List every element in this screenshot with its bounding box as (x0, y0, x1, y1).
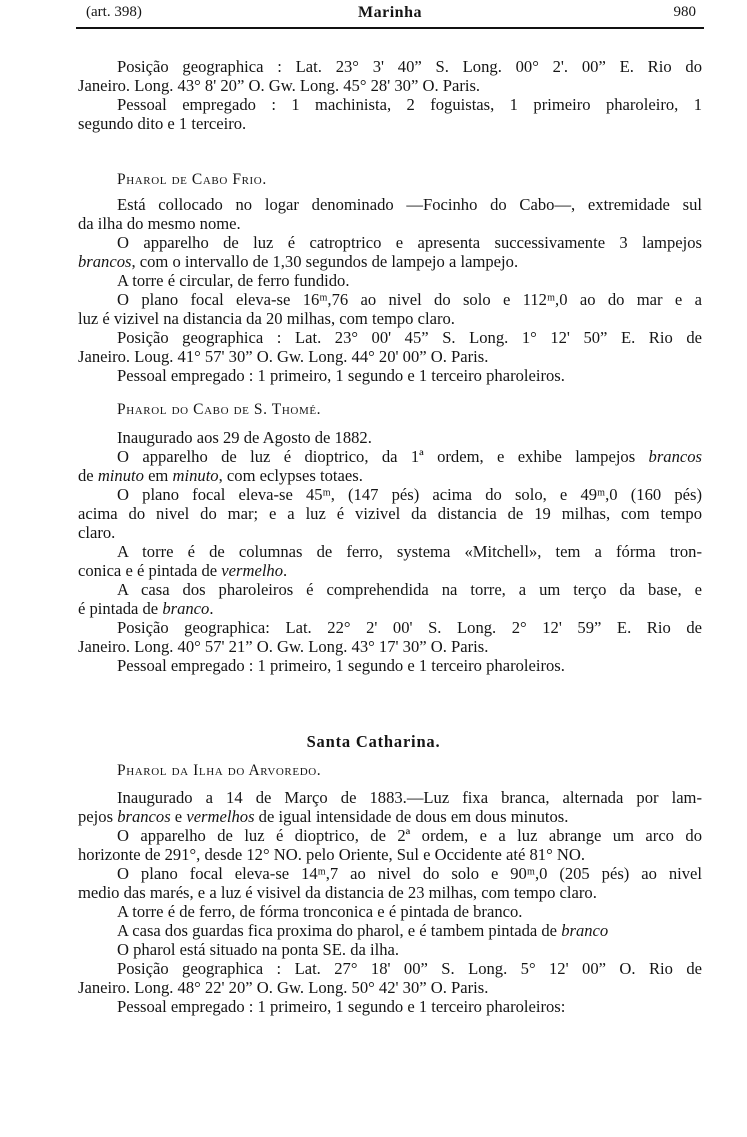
paragraph (78, 921, 702, 940)
paragraph (78, 940, 702, 959)
paragraph (78, 290, 702, 328)
paragraph (78, 366, 702, 385)
paragraph (78, 485, 702, 542)
paragraph (78, 788, 702, 826)
text-line (78, 195, 702, 214)
paragraph (78, 195, 702, 233)
text-run: Posição geographica : Lat. 23° 3' 40” S. Long. 00° 2'. 00” E. Rio do (117, 57, 702, 76)
text-run: . (283, 561, 288, 580)
text-line (78, 542, 702, 561)
paragraph (78, 997, 702, 1016)
text-run: A torre é circular, de ferro fundido. (117, 271, 350, 290)
text-run: horizonte de 291°, desde 12° NO. pelo Oriente, Sul e Occidente até 81° NO. (78, 845, 585, 864)
running-header (78, 4, 702, 24)
text-run: Janeiro. Long. 48° 22' 20” O. Gw. Long. 50° 42' 30” O. Paris. (78, 978, 489, 997)
text-line (78, 788, 702, 807)
text-line (78, 997, 702, 1016)
text-line (78, 940, 702, 959)
text-run: O plano focal eleva-se 45ᵐ, (147 pés) acima do solo, e 49ᵐ,0 (160 pés) (117, 485, 702, 504)
text-run: Pessoal empregado : 1 machinista, 2 foguistas, 1 primeiro pharoleiro, 1 (117, 95, 702, 114)
text-run: Janeiro. Long. 40° 57' 21” O. Gw. Long. 43° 17' 30” O. Paris. (78, 637, 489, 656)
text-line (78, 883, 702, 902)
text-run: O pharol está situado na ponta SE. da ilha. (117, 940, 400, 959)
italic-text: branco (561, 921, 609, 940)
text-run: A casa dos guardas fica proxima do pharol, e é tambem pintada de (117, 921, 562, 940)
text-line (78, 447, 702, 466)
text-run: em (143, 466, 173, 485)
section-ilha-do-arvoredo (78, 788, 702, 1016)
paragraph (78, 826, 702, 864)
text-run: é pintada de (78, 599, 163, 618)
text-line (78, 978, 702, 997)
text-run: acima do nivel do mar; e a luz é vizivel da distancia de 19 milhas, com tempo (78, 504, 702, 523)
paragraph (78, 447, 702, 485)
page-number: 980 (673, 4, 696, 20)
text-line (78, 959, 702, 978)
italic-text: brancos (78, 252, 132, 271)
text-line (78, 57, 702, 76)
paragraph (78, 959, 702, 997)
text-line (78, 921, 702, 940)
text-run: O apparelho de luz é dioptrico, da 1ª ordem, e exhibe lampejos (117, 447, 649, 466)
section-cabo-frio (78, 195, 702, 385)
text-line (78, 290, 702, 309)
text-run: A torre é de ferro, de fórma tronconica e é pintada de branco. (117, 902, 523, 921)
text-run: conica e é pintada de (78, 561, 222, 580)
text-run: medio das marés, e a luz é visivel da distancia de 23 milhas, com tempo claro. (78, 883, 597, 902)
article-reference: (art. 398) (86, 4, 142, 20)
text-line (78, 466, 702, 485)
text-line (78, 76, 702, 95)
running-title: Marinha (358, 4, 422, 21)
text-run: luz é vizivel na distancia da 20 milhas, com tempo claro. (78, 309, 455, 328)
text-run: Pessoal empregado : 1 primeiro, 1 segundo e 1 terceiro pharoleiros. (117, 366, 565, 385)
section-cabo-s-thome (78, 428, 702, 675)
text-run: . (209, 599, 214, 618)
text-run: A torre é de columnas de ferro, systema «Mitchell», tem a fórma tron- (117, 542, 702, 561)
text-run: pejos (78, 807, 118, 826)
text-run: Está collocado no logar denominado —Focinho do Cabo—, extremidade sul (117, 195, 702, 214)
text-line (78, 618, 702, 637)
text-line (78, 523, 702, 542)
italic-text: brancos (648, 447, 702, 466)
text-run: O plano focal eleva-se 16ᵐ,76 ao nivel do solo e 112ᵐ,0 ao do mar e a (117, 290, 702, 309)
text-line (78, 114, 702, 133)
text-run: segundo dito e 1 terceiro. (78, 114, 247, 133)
text-line (78, 637, 702, 656)
text-run: Inaugurado aos 29 de Agosto de 1882. (117, 428, 372, 447)
text-run: de (78, 466, 98, 485)
paragraph (78, 428, 702, 447)
continued-section (78, 57, 702, 133)
paragraph (78, 864, 702, 902)
text-run: Posição geographica: Lat. 22° 2' 00' S. Long. 2° 12' 59” E. Rio de (117, 618, 702, 637)
text-line (78, 902, 702, 921)
text-line (78, 864, 702, 883)
text-line (78, 95, 702, 114)
text-line (78, 656, 702, 675)
text-run: Janeiro. Long. 43° 8' 20” O. Gw. Long. 45° 28' 30” O. Paris. (78, 76, 481, 95)
text-line (78, 580, 702, 599)
text-line (78, 309, 702, 328)
text-run: Janeiro. Loug. 41° 57' 30” O. Gw. Long. 44° 20' 00” O. Paris. (78, 347, 489, 366)
heading-cabo-s-thome: Pharol do Cabo de S. Thomé. (117, 401, 322, 418)
heading-ilha-do-arvoredo: Pharol da Ilha do Arvoredo. (117, 762, 322, 779)
text-line (78, 214, 702, 233)
region-title-santa-catharina: Santa Catharina. (306, 732, 441, 751)
text-line (78, 599, 702, 618)
text-line (78, 845, 702, 864)
paragraph (78, 542, 702, 580)
text-line (78, 807, 702, 826)
text-line (78, 561, 702, 580)
text-line (78, 504, 702, 523)
text-line (78, 328, 702, 347)
text-run: e (170, 807, 187, 826)
paragraph (78, 618, 702, 656)
text-run: , com eclypses totaes. (218, 466, 363, 485)
text-run: Posição geographica : Lat. 23° 00' 45” S. Long. 1° 12' 50” E. Rio de (117, 328, 702, 347)
text-line (78, 826, 702, 845)
text-run: A casa dos pharoleiros é comprehendida na torre, a um terço da base, e (117, 580, 702, 599)
text-line (78, 252, 702, 271)
paragraph (78, 580, 702, 618)
paragraph (78, 271, 702, 290)
text-line (78, 271, 702, 290)
italic-text: vermelhos (186, 807, 255, 826)
text-line (78, 366, 702, 385)
italic-text: minuto (97, 466, 144, 485)
text-run: da ilha do mesmo nome. (78, 214, 241, 233)
text-run: claro. (78, 523, 116, 542)
text-run: O apparelho de luz é dioptrico, de 2ª ordem, e a luz abrange um arco do (117, 826, 702, 845)
text-line (78, 233, 702, 252)
header-rule (76, 27, 704, 29)
text-run: Posição geographica : Lat. 27° 18' 00” S. Long. 5° 12' 00” O. Rio de (117, 959, 702, 978)
text-line (78, 428, 702, 447)
paragraph (78, 95, 702, 133)
paragraph (78, 656, 702, 675)
text-run: O apparelho de luz é catroptrico e apresenta successivamente 3 lampejos (117, 233, 702, 252)
paragraph (78, 902, 702, 921)
heading-cabo-frio: Pharol de Cabo Frio. (117, 171, 267, 188)
text-run: Pessoal empregado : 1 primeiro, 1 segundo e 1 terceiro pharoleiros: (117, 997, 566, 1016)
italic-text: brancos (117, 807, 171, 826)
paragraph (78, 57, 702, 95)
text-run: O plano focal eleva-se 14ᵐ,7 ao nivel do solo e 90ᵐ,0 (205 pés) ao nivel (117, 864, 702, 883)
text-run: de igual intensidade de dous em dous minutos. (254, 807, 569, 826)
text-line (78, 485, 702, 504)
italic-text: branco (162, 599, 210, 618)
italic-text: minuto (172, 466, 219, 485)
text-run: , com o intervallo de 1,30 segundos de lampejo a lampejo. (131, 252, 519, 271)
paragraph (78, 233, 702, 271)
text-run: Pessoal empregado : 1 primeiro, 1 segundo e 1 terceiro pharoleiros. (117, 656, 565, 675)
paragraph (78, 328, 702, 366)
italic-text: vermelho (221, 561, 284, 580)
text-line (78, 347, 702, 366)
text-run: Inaugurado a 14 de Março de 1883.—Luz fixa branca, alternada por lam- (117, 788, 702, 807)
